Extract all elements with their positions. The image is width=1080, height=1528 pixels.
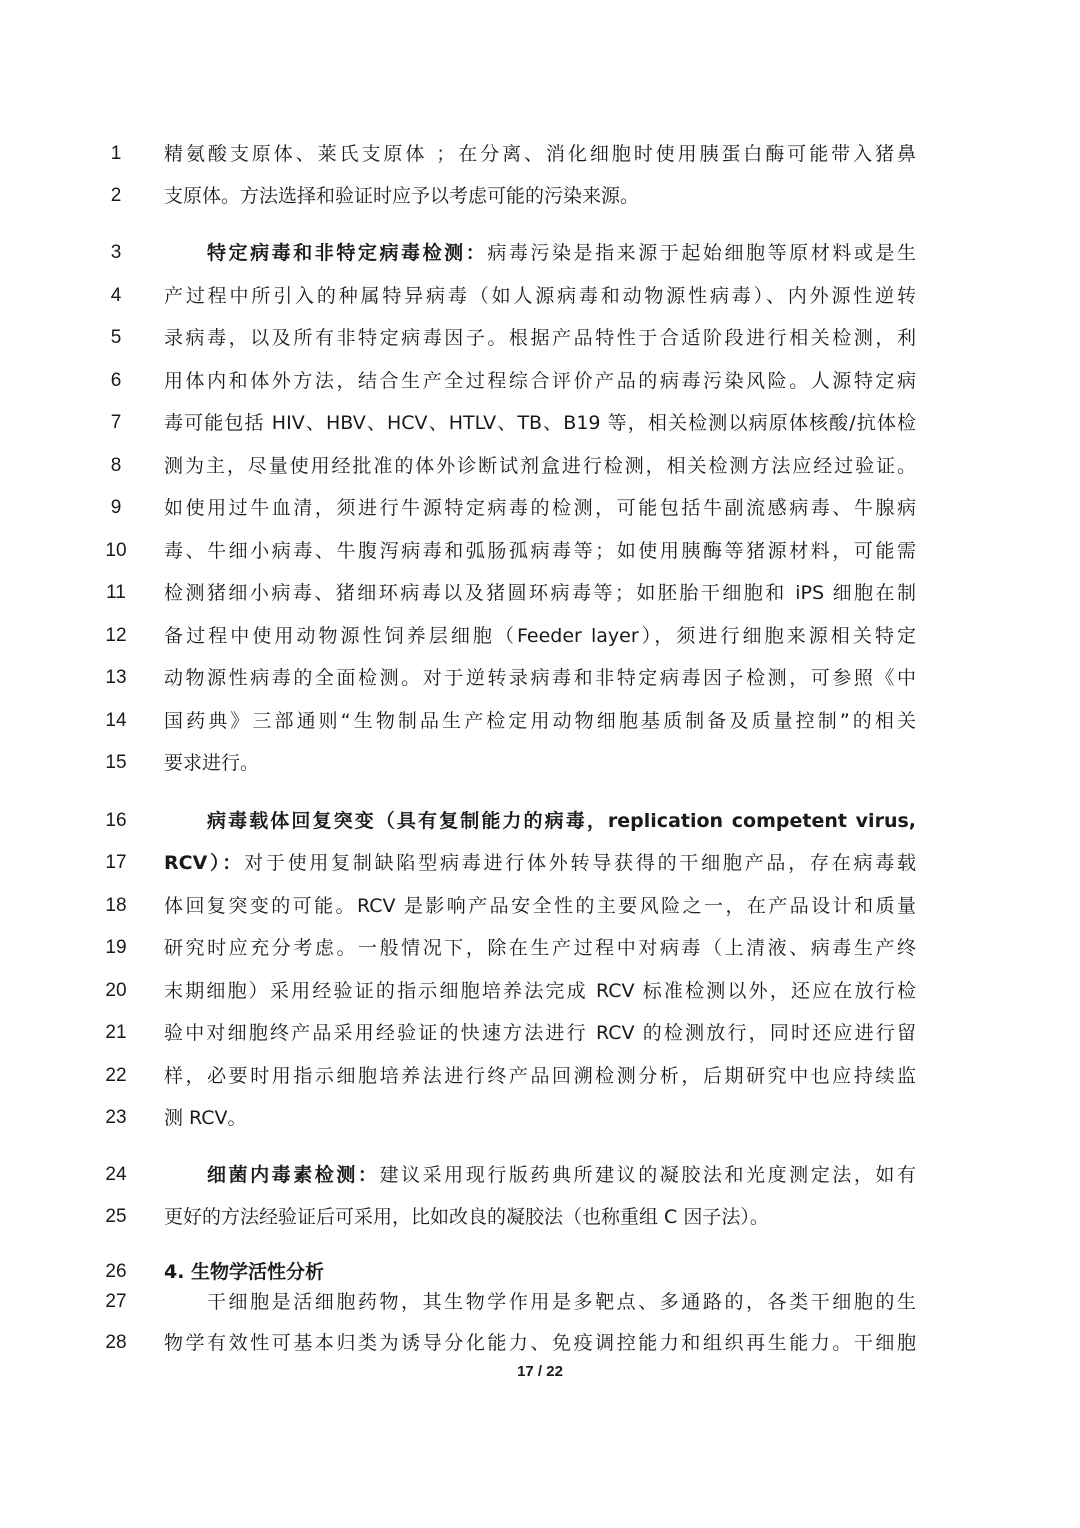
body-line: 研究时应充分考虑。一般情况下，除在生产过程中对病毒（上清液、病毒生产终 <box>164 937 916 959</box>
body-line: 样，必要时用指示细胞培养法进行终产品回溯检测分析，后期研究中也应持续监 <box>164 1065 916 1087</box>
body-line: 物学有效性可基本归类为诱导分化能力、免疫调控能力和组织再生能力。干细胞 <box>164 1332 916 1354</box>
line-number: 21 <box>105 1022 127 1043</box>
line-number: 12 <box>105 625 127 646</box>
line-number: 27 <box>105 1291 127 1312</box>
line-number: 3 <box>110 242 122 263</box>
paragraph-heading-line <box>207 806 916 836</box>
inline-heading: 细菌内毒素检测： <box>207 1164 380 1186</box>
body-line: 如使用过牛血清，须进行牛源特定病毒的检测，可能包括牛副流感病毒、牛腺病 <box>164 497 916 519</box>
line-number: 10 <box>105 540 127 561</box>
body-line: 测 RCV。 <box>164 1107 247 1129</box>
line-number: 13 <box>105 667 127 688</box>
line-number: 25 <box>105 1206 127 1227</box>
body-line: 国药典》三部通则“生物制品生产检定用动物细胞基质制备及质量控制”的相关 <box>164 710 916 732</box>
body-line: 支原体。方法选择和验证时应予以考虑可能的污染来源。 <box>164 185 640 207</box>
section-heading <box>164 1257 916 1287</box>
body-line: 干细胞是活细胞药物，其生物学作用是多靶点、多通路的，各类干细胞的生 <box>207 1291 916 1313</box>
body-line: 更好的方法经验证后可采用，比如改良的凝胶法（也称重组 C 因子法）。 <box>164 1206 769 1228</box>
line-number: 14 <box>105 710 127 731</box>
body-line: 备过程中使用动物源性饲养层细胞（Feeder layer），须进行细胞来源相关特定 <box>164 625 916 647</box>
line-number: 5 <box>110 327 122 348</box>
body-line: 检测猪细小病毒、猪细环病毒以及猪圆环病毒等；如胚胎干细胞和 iPS 细胞在制 <box>164 582 916 604</box>
line-number: 19 <box>105 937 127 958</box>
line-number: 4 <box>110 285 122 306</box>
line-number: 16 <box>105 810 127 831</box>
paragraph-heading-line <box>207 238 916 268</box>
line-number: 2 <box>110 185 122 206</box>
body-line: 动物源性病毒的全面检测。对于逆转录病毒和非特定病毒因子检测，可参照《中 <box>164 667 916 689</box>
body-line: 体回复突变的可能。RCV 是影响产品安全性的主要风险之一，在产品设计和质量 <box>164 895 916 917</box>
body-line: 验中对细胞终产品采用经验证的快速方法进行 RCV 的检测放行，同时还应进行留 <box>164 1022 916 1044</box>
line-number: 6 <box>110 370 122 391</box>
line-number: 17 <box>105 852 127 873</box>
body-line: 末期细胞）采用经验证的指示细胞培养法完成 RCV 标准检测以外，还应在放行检 <box>164 980 916 1002</box>
inline-heading: 特定病毒和非特定病毒检测： <box>207 242 488 264</box>
body-line: 录病毒，以及所有非特定病毒因子。根据产品特性于合适阶段进行相关检测，利 <box>164 327 916 349</box>
paragraph-heading-line <box>207 1160 916 1190</box>
body-line: 毒、牛细小病毒、牛腹泻病毒和弧肠孤病毒等；如使用胰酶等猪源材料，可能需 <box>164 540 916 562</box>
line-number: 9 <box>110 497 122 518</box>
inline-heading: 病毒载体回复突变（具有复制能力的病毒，replication competent virus, <box>207 810 916 832</box>
line-number: 8 <box>110 455 122 476</box>
body-line: 毒可能包括 HIV、HBV、HCV、HTLV、TB、B19 等，相关检测以病原体核酸/抗体检 <box>164 412 916 434</box>
line-number: 26 <box>105 1261 127 1282</box>
body-text: 建议采用现行版药典所建议的凝胶法和光度测定法，如有 <box>379 1164 916 1186</box>
line-number: 1 <box>110 143 122 164</box>
body-text: 对于使用复制缺陷型病毒进行体外转导获得的干细胞产品，存在病毒载 <box>244 852 916 874</box>
line-number: 7 <box>110 412 122 433</box>
line-number: 20 <box>105 980 127 1001</box>
line-number: 24 <box>105 1164 127 1185</box>
body-line <box>164 848 916 878</box>
inline-heading: RCV）： <box>164 852 245 874</box>
body-line: 要求进行。 <box>164 752 260 774</box>
body-text: 病毒污染是指来源于起始细胞等原材料或是生 <box>487 242 916 264</box>
line-number: 15 <box>105 752 127 773</box>
section-heading-text: 4. 生物学活性分析 <box>164 1261 325 1283</box>
page-number: 17 / 22 <box>517 1363 563 1380</box>
line-number: 22 <box>105 1065 127 1086</box>
line-number: 28 <box>105 1332 127 1353</box>
body-line: 测为主，尽量使用经批准的体外诊断试剂盒进行检测，相关检测方法应经过验证。 <box>164 455 916 477</box>
line-number: 23 <box>105 1107 127 1128</box>
line-number: 11 <box>106 582 126 603</box>
body-line: 产过程中所引入的种属特异病毒（如人源病毒和动物源性病毒）、内外源性逆转 <box>164 285 916 307</box>
line-number: 18 <box>105 895 127 916</box>
body-line: 用体内和体外方法，结合生产全过程综合评价产品的病毒污染风险。人源特定病 <box>164 370 916 392</box>
body-line: 精氨酸支原体、莱氏支原体 ；在分离、消化细胞时使用胰蛋白酶可能带入猪鼻 <box>164 143 916 165</box>
